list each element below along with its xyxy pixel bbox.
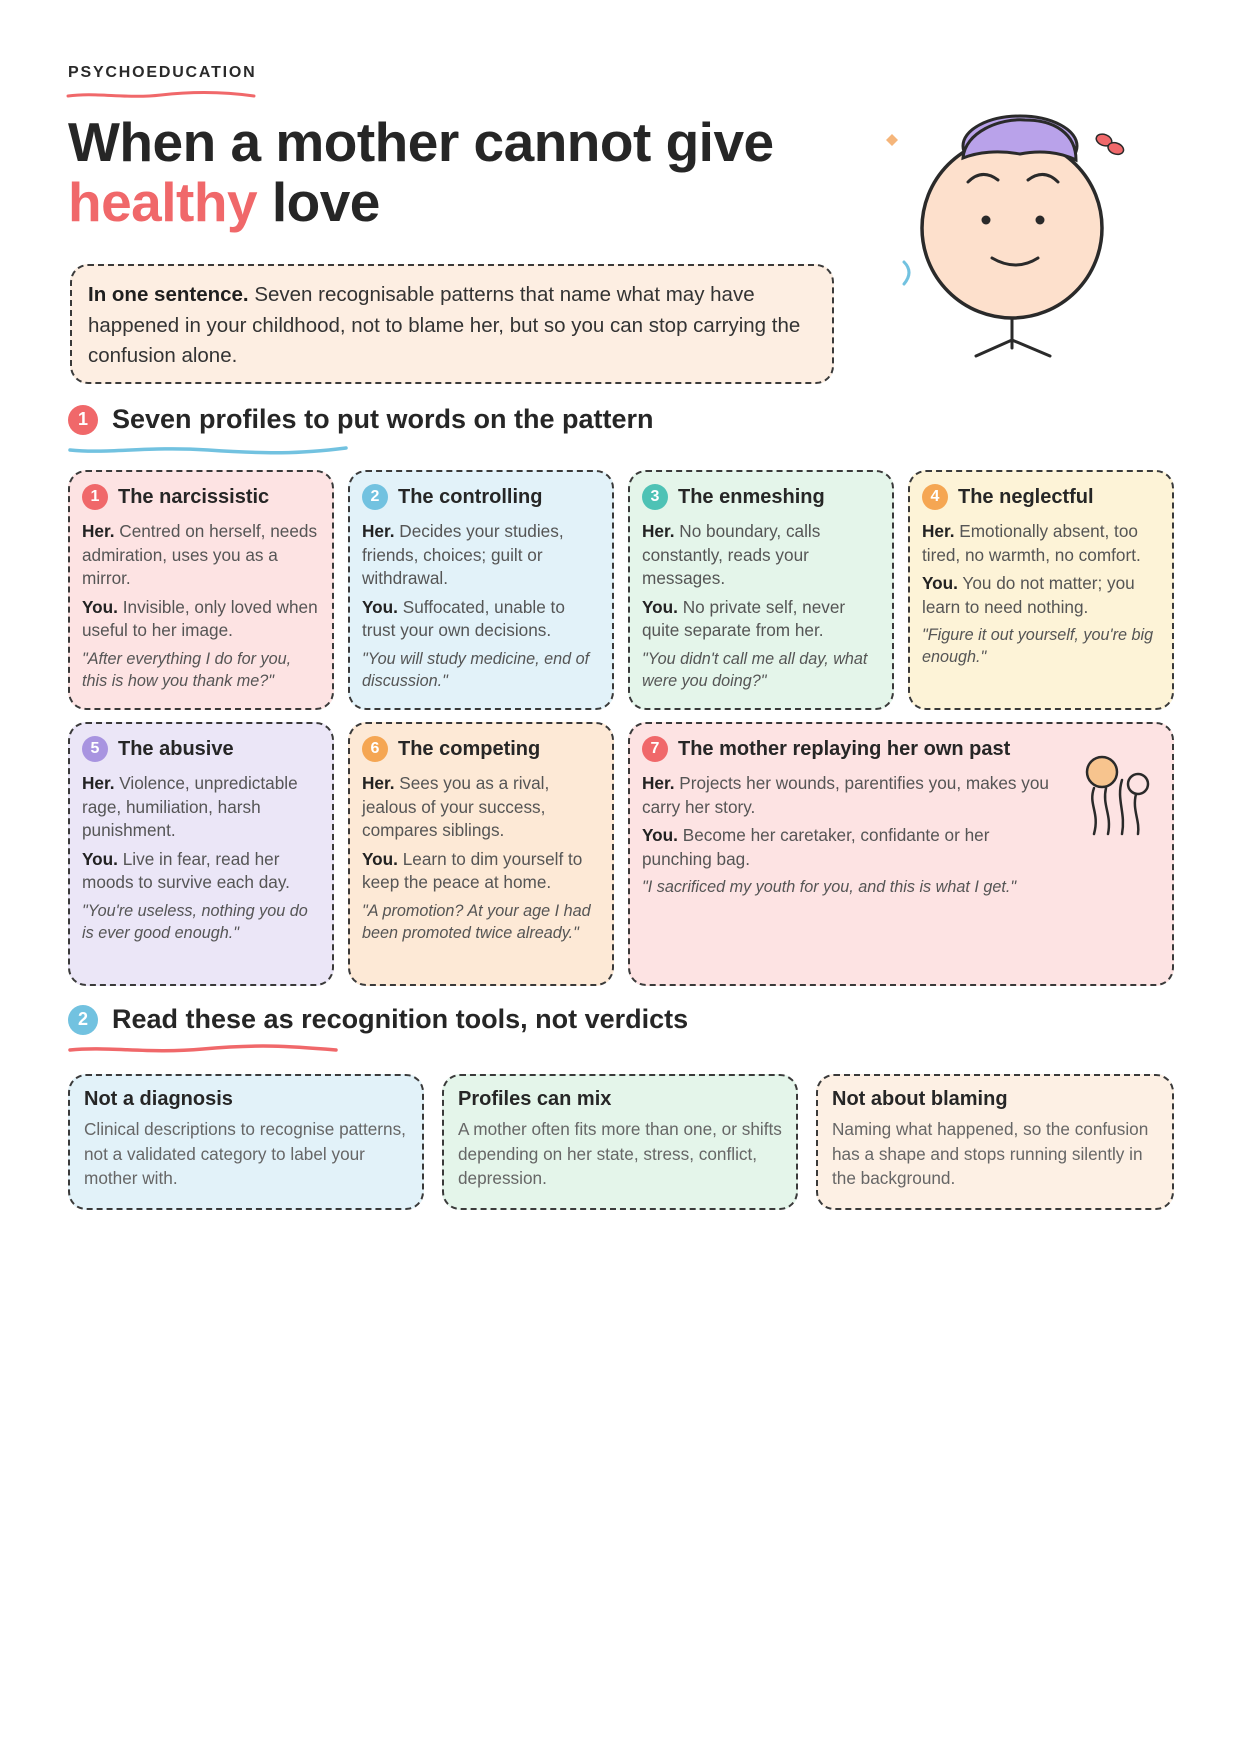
profile-her-line: [642, 772, 1062, 819]
you-text: Become her caretaker, confidante or her punching bag.: [642, 825, 990, 869]
profile-her-line: [362, 520, 600, 591]
summary-box: [70, 264, 834, 384]
profile-number: 5: [82, 736, 108, 762]
eyebrow-label: PSYCHOEDUCATION: [68, 64, 257, 81]
you-text: Invisible, only loved when useful to her image.: [82, 596, 318, 640]
profile-quote: "You will study medicine, end of discussion.": [362, 649, 590, 690]
profile-her-line: [82, 520, 320, 591]
profile-number: 6: [362, 736, 388, 762]
tool-body: A mother often fits more than one, or shifts depending on her state, stress, conflict, depression.: [458, 1119, 782, 1188]
you-label: You.: [642, 596, 678, 617]
her-text: Decides your studies, friends, choices; guilt or withdrawal.: [362, 521, 564, 588]
you-label: You.: [922, 573, 958, 593]
profile-card-controlling: [348, 470, 614, 710]
her-label: Her.: [642, 773, 675, 793]
tool-body: Naming what happened, so the confusion has a shape and stops running silently in the background.: [832, 1119, 1149, 1188]
profile-her-line: [82, 772, 320, 843]
profile-title: The enmeshing: [678, 485, 825, 508]
profile-title: The neglectful: [958, 485, 1094, 508]
her-text: Sees you as a rival, jealous of your success, compares siblings.: [362, 773, 550, 840]
tool-card-diagnosis: [68, 1074, 424, 1210]
profile-card-abusive: [68, 722, 334, 986]
her-label: Her.: [922, 521, 955, 541]
profile-number: 4: [922, 484, 948, 510]
you-label: You.: [82, 596, 118, 617]
you-text: You do not matter; you learn to need nothing.: [922, 573, 1135, 617]
profile-you-line: [642, 596, 880, 643]
you-text: Suffocated, unable to trust your own decisions.: [362, 596, 565, 640]
you-label: You.: [82, 848, 118, 869]
parent-children-icon: [1084, 750, 1154, 840]
profile-quote: "Figure it out yourself, you're big enough.": [922, 626, 1154, 666]
you-text: Live in fear, read her moods to survive each day.: [82, 848, 290, 892]
tool-title: Profiles can mix: [458, 1088, 612, 1110]
section-1-title: Seven profiles to put words on the pattern: [112, 404, 654, 434]
summary-lead: In one sentence.: [88, 283, 249, 306]
you-text: No private self, never quite separate from her.: [642, 596, 846, 640]
her-text: Emotionally absent, too tired, no warmth, no comfort.: [922, 521, 1141, 565]
her-label: Her.: [642, 521, 675, 541]
summary-text: Seven recognisable patterns that name what may have happened in your childhood, not to blame her, but so you can stop carrying the confusion alone.: [88, 283, 801, 367]
her-text: No boundary, calls constantly, reads your messages.: [642, 521, 821, 588]
profile-you-line: [82, 848, 320, 895]
her-text: Violence, unpredictable rage, humiliation, harsh punishment.: [82, 773, 298, 840]
profile-number: 2: [362, 484, 388, 510]
section-1-header: [68, 404, 654, 435]
heart-icon: [1093, 132, 1126, 156]
profile-card-competing: [348, 722, 614, 986]
profile-you-line: [362, 596, 600, 643]
tool-card-profiles-mix: [442, 1074, 798, 1210]
her-text: Projects her wounds, parentifies you, makes you carry her story.: [642, 773, 1049, 817]
profile-quote: "You're useless, nothing you do is ever good enough.": [82, 901, 308, 942]
profile-title: The mother replaying her own past: [678, 737, 1011, 760]
profile-number: 7: [642, 736, 668, 762]
you-label: You.: [362, 596, 398, 617]
section-1-underline: [68, 444, 348, 456]
profile-you-line: [922, 572, 1160, 619]
tool-card-not-blaming: [816, 1074, 1174, 1210]
profile-title: The controlling: [398, 485, 543, 508]
profile-card-neglectful: [908, 470, 1174, 710]
profile-her-line: [362, 772, 600, 843]
eyebrow-underline: [66, 90, 256, 100]
tool-title: Not about blaming: [832, 1088, 1008, 1110]
profile-number: 1: [82, 484, 108, 510]
profile-card-replaying-past: [628, 722, 1174, 986]
title-line-1: When a mother cannot give: [68, 111, 774, 173]
her-text: Centred on herself, needs admiration, uses you as a mirror.: [82, 521, 318, 588]
tool-body: Clinical descriptions to recognise patterns, not a validated category to label your mother with.: [84, 1119, 406, 1188]
profile-title: The competing: [398, 737, 541, 760]
her-label: Her.: [362, 521, 395, 541]
profile-quote: "I sacrificed my youth for you, and this is what I get.": [642, 878, 1017, 896]
you-text: Learn to dim yourself to keep the peace at home.: [362, 848, 583, 892]
title-accent-word: healthy: [68, 171, 258, 233]
her-label: Her.: [82, 773, 115, 793]
section-2-header: [68, 1004, 688, 1035]
you-label: You.: [362, 848, 398, 869]
her-label: Her.: [82, 521, 115, 541]
profile-her-line: [642, 520, 880, 591]
section-2-title: Read these as recognition tools, not verdicts: [112, 1004, 689, 1034]
profile-quote: "After everything I do for you, this is how you thank me?": [82, 649, 292, 690]
title-rest: love: [257, 171, 380, 233]
profile-you-line: [642, 824, 1062, 871]
profile-her-line: [922, 520, 1160, 567]
profile-quote: "A promotion? At your age I had been promoted twice already.": [362, 901, 591, 942]
profile-quote: "You didn't call me all day, what were you doing?": [642, 649, 868, 690]
section-1-number: 1: [68, 405, 98, 435]
you-label: You.: [642, 825, 678, 845]
mother-face-icon: [880, 110, 1170, 370]
profile-title: The abusive: [118, 737, 234, 760]
sparkle-arc-icon: [904, 262, 909, 284]
profile-you-line: [362, 848, 600, 895]
profile-number: 3: [642, 484, 668, 510]
profile-card-narcissistic: [68, 470, 334, 710]
section-2-number: 2: [68, 1005, 98, 1035]
profile-card-enmeshing: [628, 470, 894, 710]
profile-title: The narcissistic: [118, 485, 270, 508]
her-label: Her.: [362, 773, 395, 793]
page-title: [68, 112, 868, 232]
profile-you-line: [82, 596, 320, 643]
sparkle-icon: [886, 134, 898, 146]
tool-title: Not a diagnosis: [84, 1088, 233, 1110]
section-2-underline: [68, 1044, 338, 1056]
